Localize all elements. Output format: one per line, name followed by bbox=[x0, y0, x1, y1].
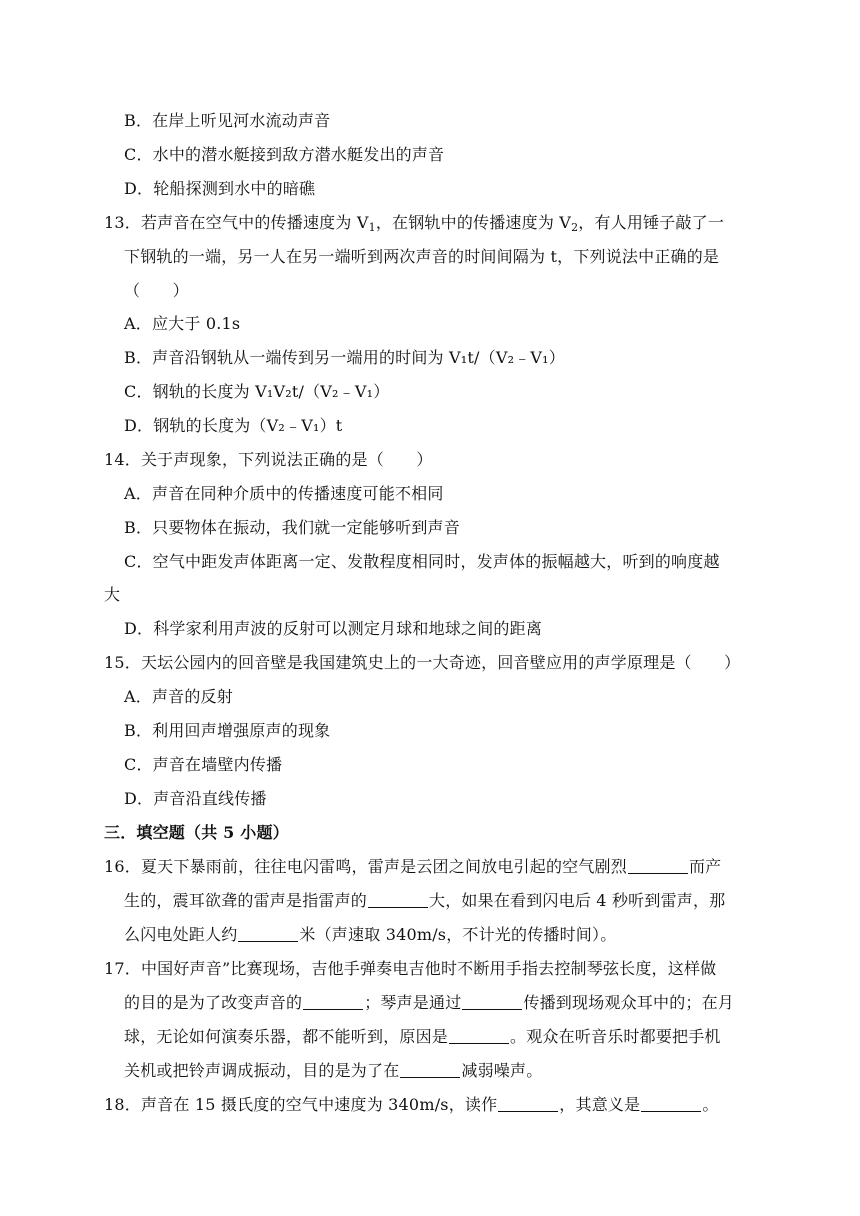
answer-blank[interactable] bbox=[628, 857, 688, 874]
answer-blank[interactable] bbox=[238, 925, 298, 942]
q15-option-b: B．利用回声增强原声的现象 bbox=[124, 721, 331, 740]
q13-stem-line3: （ ） bbox=[124, 281, 189, 300]
q17-line3: 球，无论如何演奏乐器，都不能听到，原因是 。观众在听音乐时都要把手机 bbox=[124, 1027, 721, 1046]
q14-option-c-line1: C．空气中距发声体距离一定、发散程度相同时，发声体的振幅越大，听到的响度越 bbox=[124, 552, 720, 571]
q15-stem: 15．天坛公园内的回音壁是我国建筑史上的一大奇迹，回音壁应用的声学原理是（ ） bbox=[104, 653, 741, 672]
q16-line2: 生的，震耳欲聋的雷声是指雷声的 大，如果在看到闪电后 4 秒听到雷声，那 bbox=[124, 891, 726, 910]
q13-stem-line2: 下钢轨的一端，另一人在另一端听到两次声音的时间间隔为 t，下列说法中正确的是 bbox=[124, 247, 720, 266]
answer-blank[interactable] bbox=[303, 993, 363, 1010]
q14-option-b: B．只要物体在振动，我们就一定能够听到声音 bbox=[124, 518, 460, 537]
answer-blank[interactable] bbox=[400, 1061, 460, 1078]
q13-option-c: C．钢轨的长度为 V₁V₂t/（V₂﹣V₁） bbox=[124, 382, 390, 401]
q15-option-c: C．声音在墙壁内传播 bbox=[124, 755, 283, 774]
q14-option-d: D．科学家利用声波的反射可以测定月球和地球之间的距离 bbox=[124, 619, 543, 638]
q12-option-b: B．在岸上听见河水流动声音 bbox=[124, 111, 331, 130]
q13-option-d: D．钢轨的长度为（V₂﹣V₁）t bbox=[124, 416, 343, 435]
q18-line1: 18．声音在 15 摄氏度的空气中速度为 340m/s，读作 ，其意义是 。 bbox=[104, 1095, 719, 1114]
q15-option-d: D．声音沿直线传播 bbox=[124, 789, 267, 808]
answer-blank[interactable] bbox=[498, 1095, 558, 1112]
answer-blank[interactable] bbox=[462, 993, 522, 1010]
q12-option-d: D．轮船探测到水中的暗礁 bbox=[124, 179, 316, 198]
q17-line1: 17．中国好声音”比赛现场，吉他手弹奏电吉他时不断用手指去控制琴弦长度，这样做 bbox=[104, 959, 717, 978]
answer-blank[interactable] bbox=[641, 1095, 701, 1112]
q17-line2: 的目的是为了改变声音的 ；琴声是通过 传播到现场观众耳中的；在月 bbox=[124, 993, 735, 1012]
answer-blank[interactable] bbox=[449, 1027, 509, 1044]
answer-blank[interactable] bbox=[368, 891, 428, 908]
q17-line4: 关机或把铃声调成振动，目的是为了在 减弱噪声。 bbox=[124, 1061, 543, 1080]
q13-stem-line1: 13．若声音在空气中的传播速度为 $V_1$，在钢轨中的传播速度为 $V_2$，有人用锤子敲了一 bbox=[104, 213, 725, 234]
q12-option-c: C．水中的潜水艇接到敌方潜水艇发出的声音 bbox=[124, 145, 445, 164]
q13-option-b: B．声音沿钢轨从一端传到另一端用的时间为 V₁t/（V₂﹣V₁） bbox=[124, 348, 565, 367]
q13-option-a: A．应大于 0.1s bbox=[124, 314, 241, 333]
q16-line3: 么闪电处距人约 米（声速取 340m/s，不计光的传播时间）。 bbox=[124, 925, 617, 944]
q14-option-a: A．声音在同种介质中的传播速度可能不相同 bbox=[124, 484, 444, 503]
q14-option-c-line2: 大 bbox=[104, 585, 121, 604]
q15-option-a: A．声音的反射 bbox=[124, 687, 233, 706]
q16-line1: 16．夏天下暴雨前，往往电闪雷鸣，雷声是云团之间放电引起的空气剧烈 而产 bbox=[104, 857, 722, 876]
q14-stem: 14．关于声现象，下列说法正确的是（ ） bbox=[104, 450, 433, 469]
section-heading: 三．填空题（共 5 小题） bbox=[104, 823, 289, 842]
